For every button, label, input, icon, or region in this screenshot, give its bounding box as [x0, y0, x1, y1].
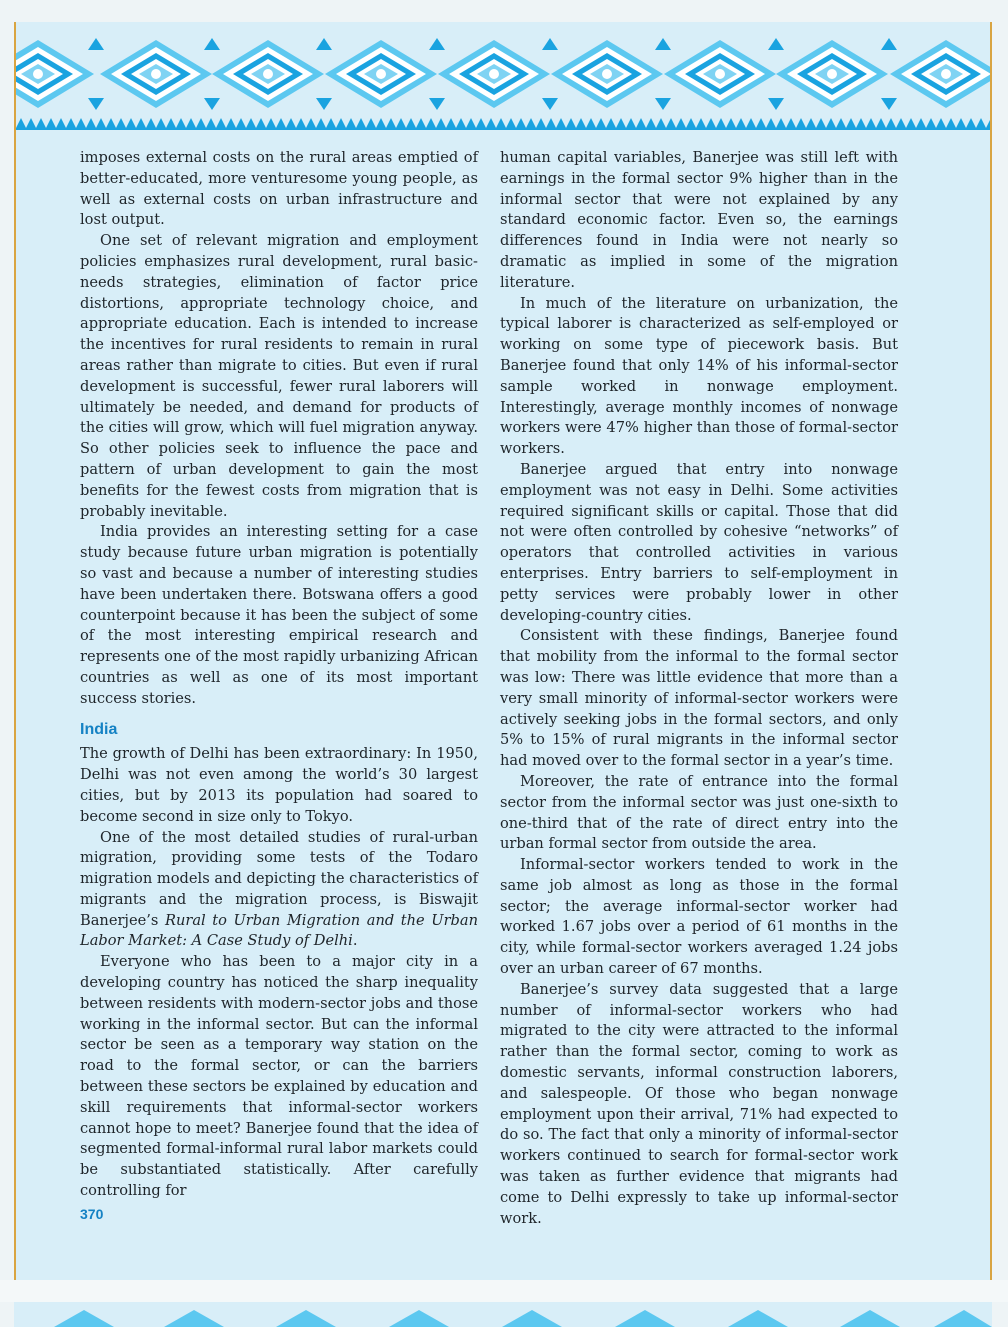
- paragraph: One set of relevant migration and employment policies emphasizes rural development, rural basic-needs strategies, elimination of factor price distortions, appropriate technology choice, and appropriate education. Each is intended to increase the incentives for rural residents to remain in rural areas rather than migrate to cities. But even if rural development is successful, fewer rural laborers will ultimately be needed, and demand for products of the cities will grow, which will fuel migration anyway. So other policies seek to influence the pace and pattern of urban development to gain the most benefits for the fewest costs from migration that is probably inevitable.: [80, 232, 478, 520]
- paragraph: imposes external costs on the rural areas emptied of better-educated, more venturesome young people, as well as external costs on urban infrastructure and lost output.: [80, 149, 478, 229]
- paragraph: Banerjee’s survey data suggested that a large number of informal-sector workers who had migrated to the city were attracted to the informal rather than the formal sector, coming to work as domestic servants, informal construction laborers, and salespeople. Of those who began nonwage employment upon their arrival, 71% had expected to do so. The fact that only a minority of informal-sector workers continued to search for formal-sector work was taken as further evidence that migrants had come to Delhi expressly to take up informal-sector work.: [500, 980, 898, 1227]
- paragraph: Everyone who has been to a major city in a developing country has noticed the sharp inequality between residents with modern-sector jobs and those working in the informal sector. But can the informal sector be seen as a temporary way station on the road to the formal sector, or can the barriers between these sectors be explained by education and skill requirements that informal-sector workers cannot hope to meet? Banerjee found that the idea of segmented formal-informal rural labor markets could be substantiated statistically. After carefully controlling for: [80, 953, 478, 1200]
- next-page-pattern: [14, 1302, 992, 1327]
- text-run: One of the most detailed studies of rural-urban migration, providing some tests of the Todaro migration models and depicting the characteristics of migrants and the migration process, is Biswajit Banerjee’s: [80, 828, 478, 929]
- paragraph: The growth of Delhi has been extraordinary: In 1950, Delhi was not even among the world’s 30 largest cities, but by 2013 its population had soared to become second in size only to Tokyo.: [80, 745, 478, 825]
- paragraph: India provides an interesting setting for a case study because future urban migration is potentially so vast and because a number of interesting studies have been undertaken there. Botswana offers a good counterpoint because it has been the subject of some of the most interesting empirical research and represents one of the most rapidly urbanizing African countries as well as one of its most important success stories.: [80, 523, 478, 707]
- section-heading-india: India: [80, 720, 118, 738]
- decorative-border-top: [16, 30, 992, 148]
- book-page: [14, 22, 992, 1280]
- paragraph: Moreover, the rate of entrance into the formal sector from the informal sector was just one-sixth to one-third that of the rate of direct entry into the urban formal sector from outside the area.: [500, 772, 898, 853]
- paragraph: human capital variables, Banerjee was still left with earnings in the formal sector 9% higher than in the informal sector that were not explained by any standard economic factor. Even so, the earnings differences found in India were not nearly so dramatic as implied in some of the migration literature.: [500, 149, 898, 291]
- right-column: [500, 148, 898, 1227]
- page-number: 370: [80, 1206, 104, 1222]
- paragraph: [80, 828, 478, 953]
- paragraph: Consistent with these findings, Banerjee found that mobility from the informal to the formal sector was low: There was little evidence that more than a very small minority of informal-sector workers were actively seeking jobs in the formal sectors, and only 5% to 15% of rural migrants in the informal sector had moved over to the formal sector in a year’s time.: [500, 627, 898, 770]
- text-run: .: [352, 932, 358, 950]
- decorative-border-bottom: [14, 1302, 992, 1327]
- paragraph: Informal-sector workers tended to work in the same job almost as long as those in the formal sector; the average informal-sector worker had worked 1.67 jobs over a period of 61 months in the city, while formal-sector workers averaged 1.24 jobs over an urban career of 67 months.: [500, 856, 898, 978]
- left-column: [80, 148, 478, 1208]
- book-title: Rural to Urban Migration and the Urban Labor Market: A Case Study of Delhi: [80, 911, 478, 950]
- page-gap: [0, 1280, 1008, 1302]
- paragraph: Banerjee argued that entry into nonwage employment was not easy in Delhi. Some activities required significant skills or capital. Those that did not were often controlled by cohesive “networks” of operators that controlled activities in various enterprises. Entry barriers to self-employment in petty services were probably lower in other developing-country cities.: [500, 460, 898, 624]
- sawtooth-row: [16, 118, 992, 128]
- paragraph: In much of the literature on urbanization, the typical laborer is characterized as self-employed or working on some type of piecework basis. But Banerjee found that only 14% of his informal-sector sample worked in nonwage employment. Interestingly, average monthly incomes of nonwage workers were 47% higher than those of formal-sector workers.: [500, 294, 898, 458]
